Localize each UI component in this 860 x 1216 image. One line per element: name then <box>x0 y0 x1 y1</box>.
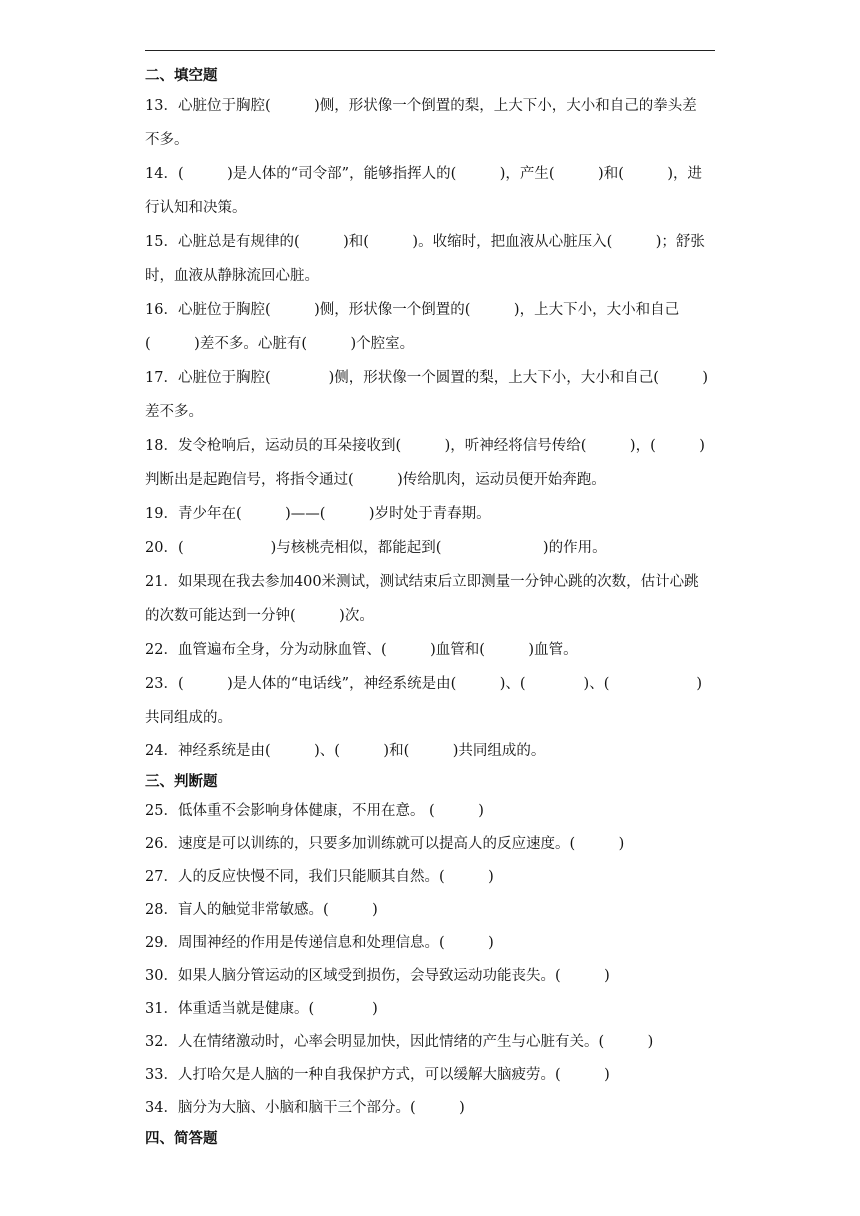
question-34: 34．脑分为大脑、小脑和脑干三个部分。( ) <box>145 1100 465 1116</box>
question-21-line-2: 的次数可能达到一分钟( )次。 <box>145 608 374 624</box>
question-14-line-2: 行认知和决策。 <box>145 200 247 216</box>
question-18-line-1: 18．发令枪响后，运动员的耳朵接收到( )，听神经将信号传给( )，( ) <box>145 438 705 454</box>
question-25: 25．低体重不会影响身体健康，不用在意。 ( ) <box>145 803 484 819</box>
question-13-line-1: 13．心脏位于胸腔( )侧，形状像一个倒置的梨，上大下小，大小和自己的拳头差 <box>145 98 697 114</box>
question-16-line-2: ( )差不多。心脏有( )个腔室。 <box>145 336 415 352</box>
section-heading-fill-blank: 二、填空题 <box>145 67 218 84</box>
question-29: 29．周围神经的作用是传递信息和处理信息。( ) <box>145 935 494 951</box>
question-23-line-2: 共同组成的。 <box>145 710 232 726</box>
question-28: 28．盲人的触觉非常敏感。( ) <box>145 902 378 918</box>
question-18-line-2: 判断出是起跑信号，将指令通过( )传给肌肉，运动员便开始奔跑。 <box>145 472 606 488</box>
question-24: 24．神经系统是由( )、( )和( )共同组成的。 <box>145 743 546 759</box>
question-15-line-1: 15．心脏总是有规律的( )和( )。收缩时，把血液从心脏压入( )；舒张 <box>145 234 705 250</box>
question-23-line-1: 23．( )是人体的“电话线”，神经系统是由( )、( )、( ) <box>145 676 703 692</box>
top-rule <box>145 50 715 51</box>
section-heading-true-false: 三、判断题 <box>145 773 218 790</box>
section-heading-short-answer: 四、简答题 <box>145 1130 218 1147</box>
question-15-line-2: 时，血液从静脉流回心脏。 <box>145 268 319 284</box>
worksheet-content <box>145 62 717 1152</box>
question-20: 20．( )与核桃壳相似，都能起到( )的作用。 <box>145 540 607 556</box>
question-14-line-1: 14．( )是人体的“司令部”，能够指挥人的( )，产生( )和( )，进 <box>145 166 703 182</box>
question-13-line-2: 不多。 <box>145 132 189 148</box>
question-22: 22．血管遍布全身，分为动脉血管、( )血管和( )血管。 <box>145 642 578 658</box>
question-19: 19．青少年在( )——( )岁时处于青春期。 <box>145 506 491 522</box>
question-17-line-1: 17．心脏位于胸腔( )侧，形状像一个圆置的梨，上大下小，大小和自己( ) <box>145 370 709 386</box>
question-21-line-1: 21．如果现在我去参加400米测试，测试结束后立即测量一分钟心跳的次数，估计心跳 <box>145 574 699 590</box>
question-33: 33．人打哈欠是人脑的一种自我保护方式，可以缓解大脑疲劳。( ) <box>145 1067 610 1083</box>
question-16-line-1: 16．心脏位于胸腔( )侧，形状像一个倒置的( )，上大下小，大小和自己 <box>145 302 680 318</box>
question-32: 32．人在情绪激动时，心率会明显加快，因此情绪的产生与心脏有关。( ) <box>145 1034 654 1050</box>
question-31: 31．体重适当就是健康。( ) <box>145 1001 378 1017</box>
question-30: 30．如果人脑分管运动的区域受到损伤，会导致运动功能丧失。( ) <box>145 968 610 984</box>
question-17-line-2: 差不多。 <box>145 404 203 420</box>
question-26: 26．速度是可以训练的，只要多加训练就可以提高人的反应速度。( ) <box>145 836 625 852</box>
question-27: 27．人的反应快慢不同，我们只能顺其自然。( ) <box>145 869 494 885</box>
